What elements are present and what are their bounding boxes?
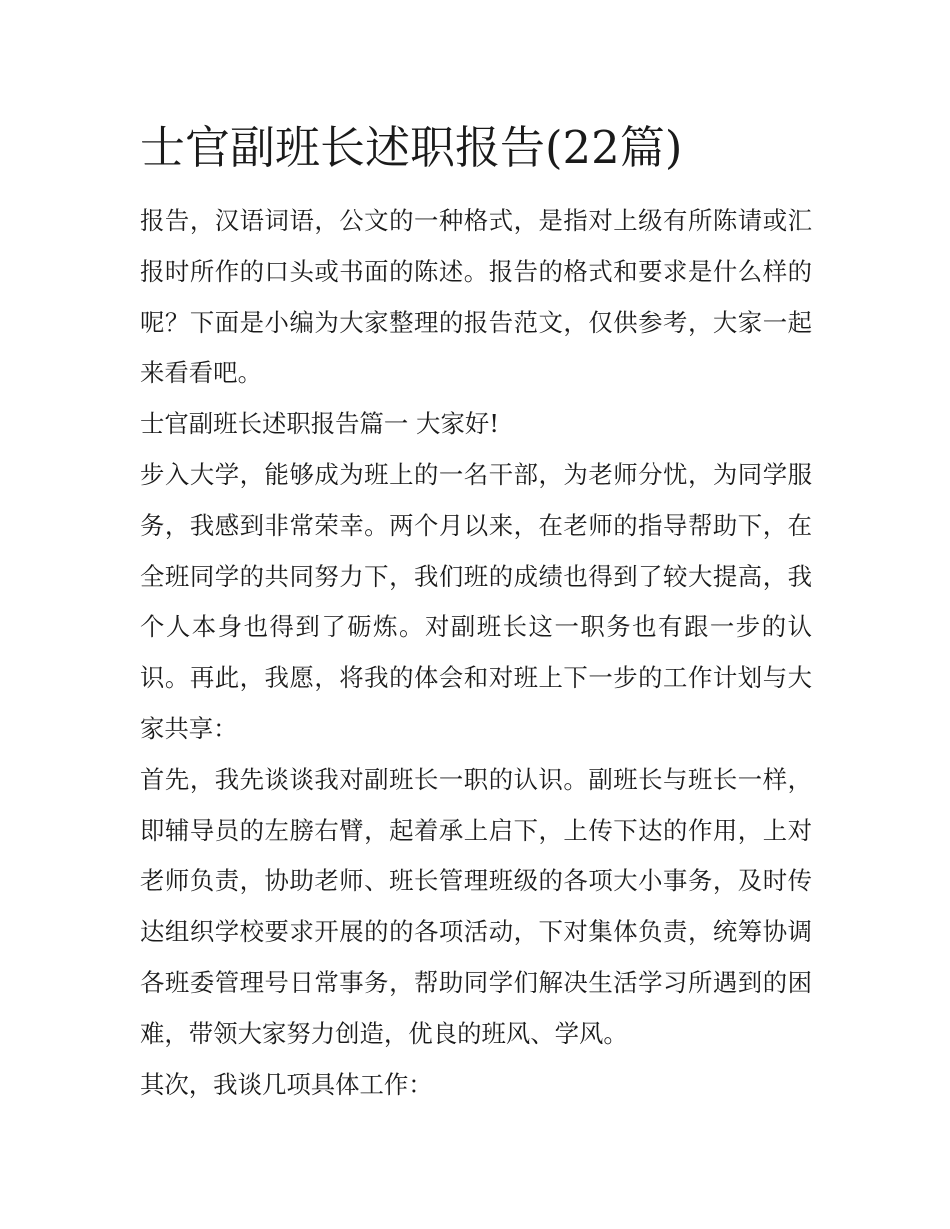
- document-title: 士官副班长述职报告(22篇): [140, 121, 683, 174]
- paragraph-body-3: 其次，我谈几项具体工作：: [140, 1069, 433, 1099]
- paragraph-body-1: 步入大学，能够成为班上的一名干部，为老师分忧，为同学服务，我感到非常荣幸。两个月以来，在老师的指导帮助下，在全班同学的共同努力下，我们班的成绩也得到了较大提高，我个人本身也得到了砺炼。对副班长这一职务也有跟一步的认识。再此，我愿，将我的体会和对班上下一步的工作计划与大家共享：: [140, 459, 812, 743]
- paragraph-body-2: 首先，我先谈谈我对副班长一职的认识。副班长与班长一样，即辅导员的左膀右臂，起着承上启下，上传下达的作用，上对老师负责，协助老师、班长管理班级的各项大小事务，及时传达组织学校要求开展的的各项活动，下对集体负责，统筹协调各班委管理号日常事务，帮助同学们解决生活学习所遇到的困难，带领大家努力创造，优良的班风、学风。: [140, 764, 812, 1048]
- document-page: [140, 118, 812, 1110]
- paragraph-intro: 报告，汉语词语，公文的一种格式，是指对上级有所陈请或汇报时所作的口头或书面的陈述。报告的格式和要求是什么样的呢？下面是小编为大家整理的报告范文，仅供参考，大家一起来看看吧。: [140, 206, 812, 388]
- paragraph-section-heading: 士官副班长述职报告篇一 大家好!: [140, 409, 500, 439]
